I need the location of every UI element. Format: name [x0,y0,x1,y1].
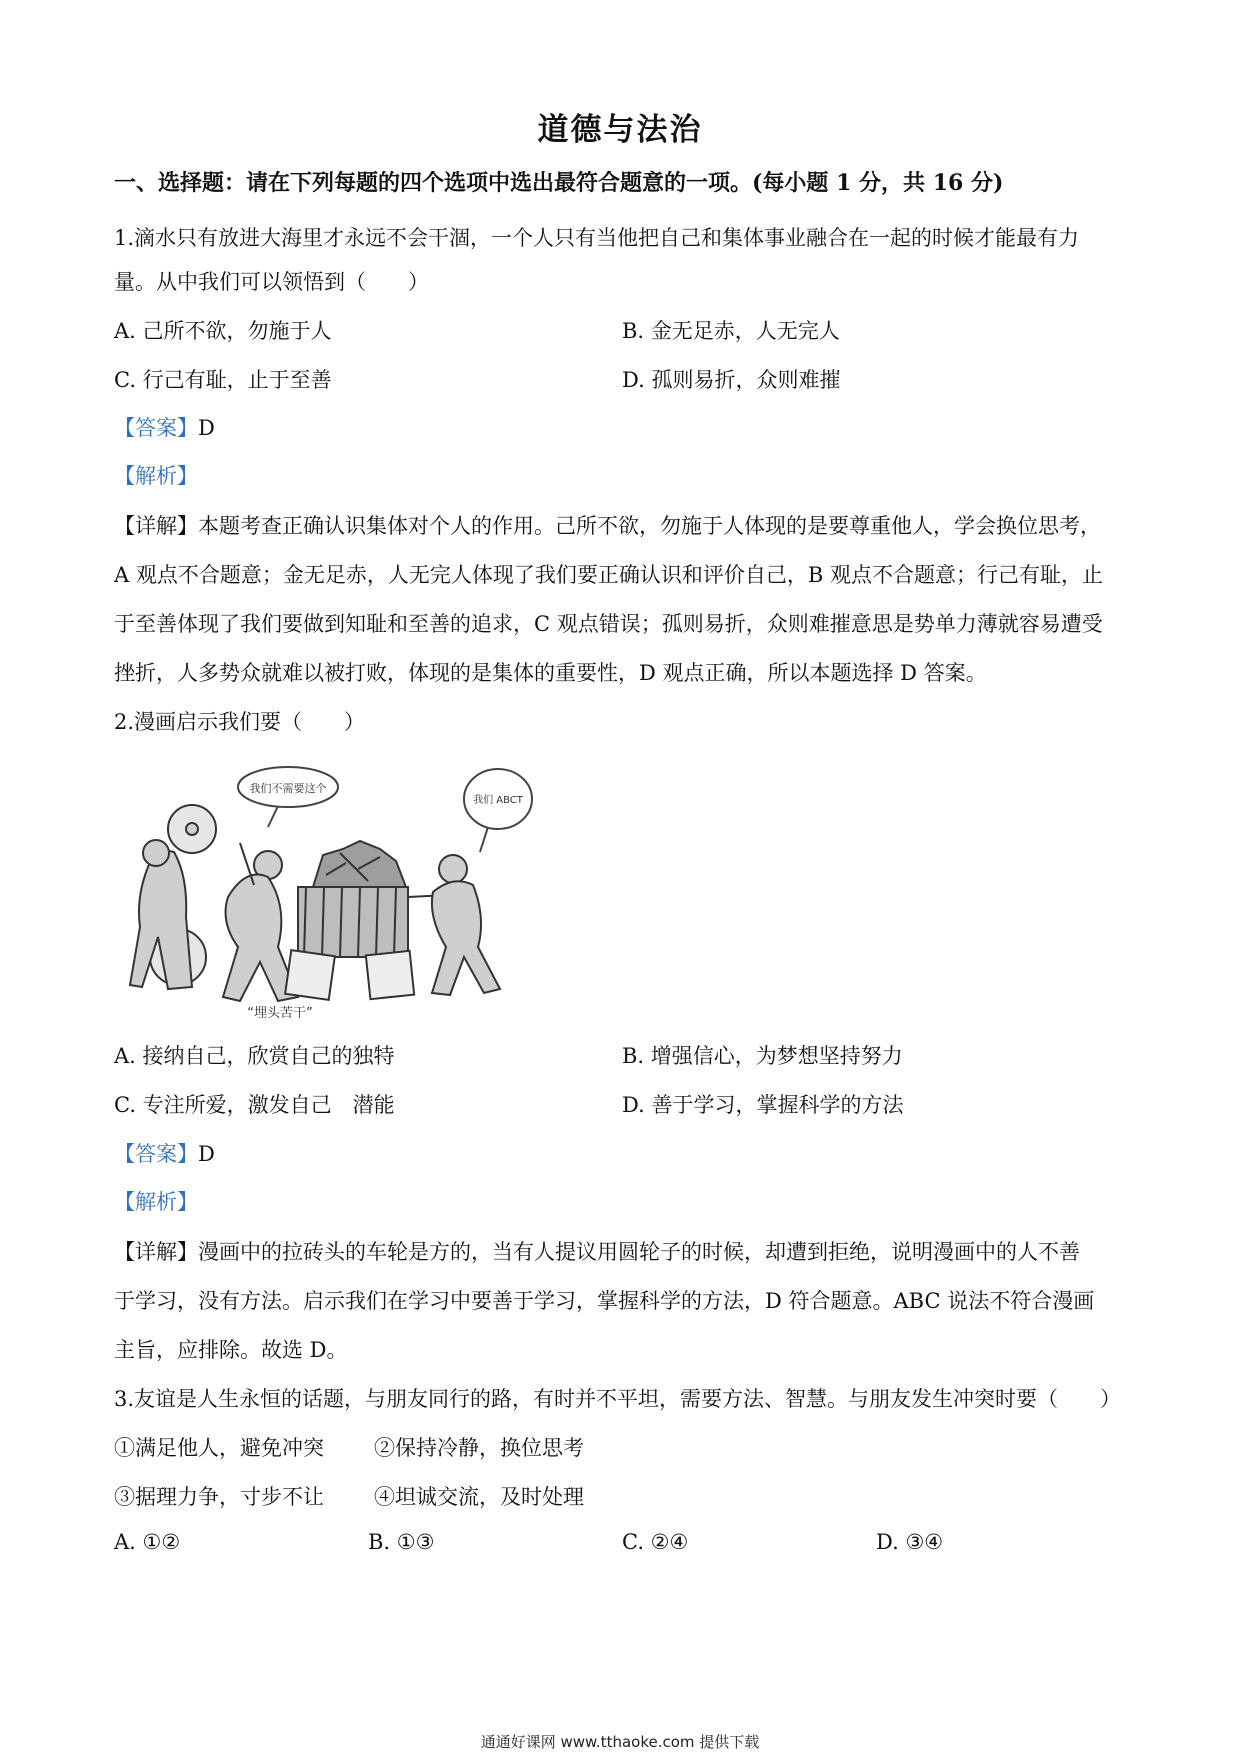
q1-option-c: C. 行己有耻，止于至善 [114,368,332,392]
q3-option-b: B. ①③ [368,1530,435,1554]
bubble-1-text: 我们不需要这个 [249,782,327,795]
q2-answer [114,1138,215,1168]
answer-tag: 【答案】 [114,416,198,440]
q1-detail-line2: A 观点不合题意；金无足赤，人无完人体现了我们要正确认识和评价自己，B 观点不合题意；行己有耻，止 [114,563,1103,587]
q1-option-a: A. 己所不欲，勿施于人 [114,319,332,343]
page-footer: 通通好课网 www.tthaoke.com 提供下载 [480,1733,760,1751]
comic-illustration [128,757,548,1022]
page-title: 道德与法治 [537,112,703,148]
brick-cart [285,841,414,1000]
q1-stem-line2: 量。从中我们可以领悟到（ ） [114,270,429,294]
q3-option-c: C. ②④ [622,1530,689,1554]
detail-tag: 【详解】 [114,1240,198,1264]
q2-option-c: C. 专注所爱，激发自己 潜能 [114,1093,395,1117]
q3-stem: 3.友谊是人生永恒的话题，与朋友同行的路，有时并不平坦，需要方法、智慧。与朋友发生冲突时要（ ） [114,1387,1122,1411]
q1-detail-line3: 于至善体现了我们要做到知耻和至善的追求，C 观点错误；孤则易折，众则难摧意思是势单力薄就容易遭受 [114,612,1103,636]
q1-detail-line4: 挫折，人多势众就难以被打败，体现的是集体的重要性，D 观点正确，所以本题选择 D 答案。 [114,661,987,685]
q2-stem: 2.漫画启示我们要（ ） [114,710,366,734]
q1-option-d: D. 孤则易折，众则难摧 [622,368,841,392]
q3-item-3: ③据理力争，寸步不让 [114,1485,324,1509]
q1-stem-line1: 1.滴水只有放进大海里才永远不会干涸，一个人只有当他把自己和集体事业融合在一起的时候才能最有力 [114,226,1080,250]
analysis-tag: 【解析】 [114,464,198,488]
analysis-tag: 【解析】 [114,1190,198,1214]
section-header: 一、选择题：请在下列每题的四个选项中选出最符合题意的一项。(每小题 1 分，共 16 分) [114,170,1004,196]
q1-answer [114,412,215,442]
q2-option-b: B. 增强信心，为梦想坚持努力 [622,1044,903,1068]
caveman-left [130,805,216,989]
q1-analysis [114,460,198,490]
q2-detail-line3: 主旨，应排除。故选 D。 [114,1338,348,1362]
q2-option-d: D. 善于学习，掌握科学的方法 [622,1093,904,1117]
q1-detail-line1 [114,510,1134,540]
q2-detail-line1 [114,1236,1134,1266]
detail-text: 本题考查正确认识集体对个人的作用。己所不欲，勿施于人体现的是要尊重他人，学会换位思考， [198,514,1101,538]
detail-text: 漫画中的拉砖头的车轮是方的，当有人提议用圆轮子的时候，却遭到拒绝，说明漫画中的人不善 [198,1240,1080,1264]
q3-item-4: ④坦诚交流，及时处理 [374,1485,584,1509]
q3-item-1: ①满足他人，避免冲突 [114,1436,324,1460]
q2-option-a: A. 接纳自己，欣赏自己的独特 [114,1044,395,1068]
q2-detail-line2: 于学习，没有方法。启示我们在学习中要善于学习，掌握科学的方法，D 符合题意。ABC 说法不符合漫画 [114,1289,1095,1313]
q2-analysis [114,1186,198,1216]
detail-tag: 【详解】 [114,514,198,538]
q3-option-d: D. ③④ [876,1530,944,1554]
answer-value: D [198,416,215,440]
q3-item-2: ②保持冷静，换位思考 [374,1436,584,1460]
q1-option-b: B. 金无足赤，人无完人 [622,319,840,343]
bubble-2-text: 我们 ABCT [473,795,523,806]
comic-caption: “埋头苦干” [247,1006,313,1021]
q3-option-a: A. ①② [114,1530,181,1554]
caveman-right [408,855,500,995]
answer-tag: 【答案】 [114,1142,198,1166]
answer-value: D [198,1142,215,1166]
